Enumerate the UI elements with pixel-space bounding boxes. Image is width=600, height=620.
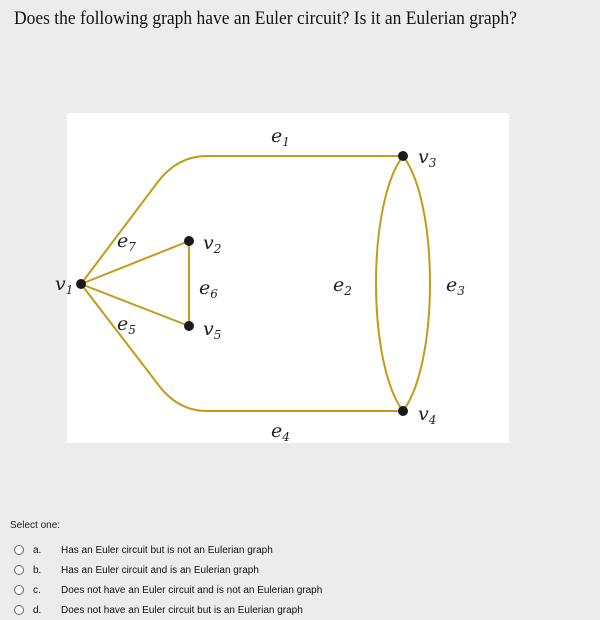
option-a[interactable] — [14, 540, 322, 560]
edge-e3 — [403, 156, 430, 411]
option-letter: b. — [33, 564, 42, 576]
select-one-prompt: Select one: — [10, 520, 61, 531]
vertex-v5 — [184, 321, 194, 331]
label-v1: $v_1$ — [55, 273, 74, 297]
option-text: Has an Euler circuit but is not an Eulerian graph — [61, 544, 273, 556]
label-v2: $v_2$ — [203, 232, 222, 256]
vertex-v1 — [76, 279, 86, 289]
label-v5: $v_5$ — [203, 318, 222, 342]
answer-options — [14, 540, 322, 620]
label-e2: $e_2$ — [333, 274, 352, 298]
option-letter: c. — [33, 584, 41, 596]
vertex-v2 — [184, 236, 194, 246]
option-text: Does not have an Euler circuit and is not an Eulerian graph — [61, 584, 323, 596]
label-e6: $e_6$ — [199, 277, 218, 301]
graph-figure — [55, 113, 509, 444]
label-e3: $e_3$ — [446, 274, 465, 298]
option-letter: a. — [33, 544, 42, 556]
radio-icon[interactable] — [14, 605, 24, 615]
option-d[interactable] — [14, 600, 322, 620]
question-text: Does the following graph have an Euler circuit? Is it an Eulerian graph? — [14, 8, 517, 29]
edge-e2 — [376, 156, 403, 411]
label-v3: $v_3$ — [418, 146, 437, 170]
option-text: Does not have an Euler circuit but is an Eulerian graph — [61, 604, 303, 616]
label-e4: $e_4$ — [271, 420, 290, 444]
radio-icon[interactable] — [14, 585, 24, 595]
option-letter: d. — [33, 604, 42, 616]
option-b[interactable] — [14, 560, 322, 580]
radio-icon[interactable] — [14, 545, 24, 555]
option-text: Has an Euler circuit and is an Eulerian graph — [61, 564, 259, 576]
label-e1: $e_1$ — [271, 125, 290, 149]
option-c[interactable] — [14, 580, 322, 600]
graph-svg — [55, 113, 509, 444]
label-v4: $v_4$ — [418, 403, 437, 427]
label-e5: $e_5$ — [117, 313, 136, 337]
vertex-v3 — [398, 151, 408, 161]
label-e7: $e_7$ — [117, 230, 136, 254]
radio-icon[interactable] — [14, 565, 24, 575]
vertex-v4 — [398, 406, 408, 416]
